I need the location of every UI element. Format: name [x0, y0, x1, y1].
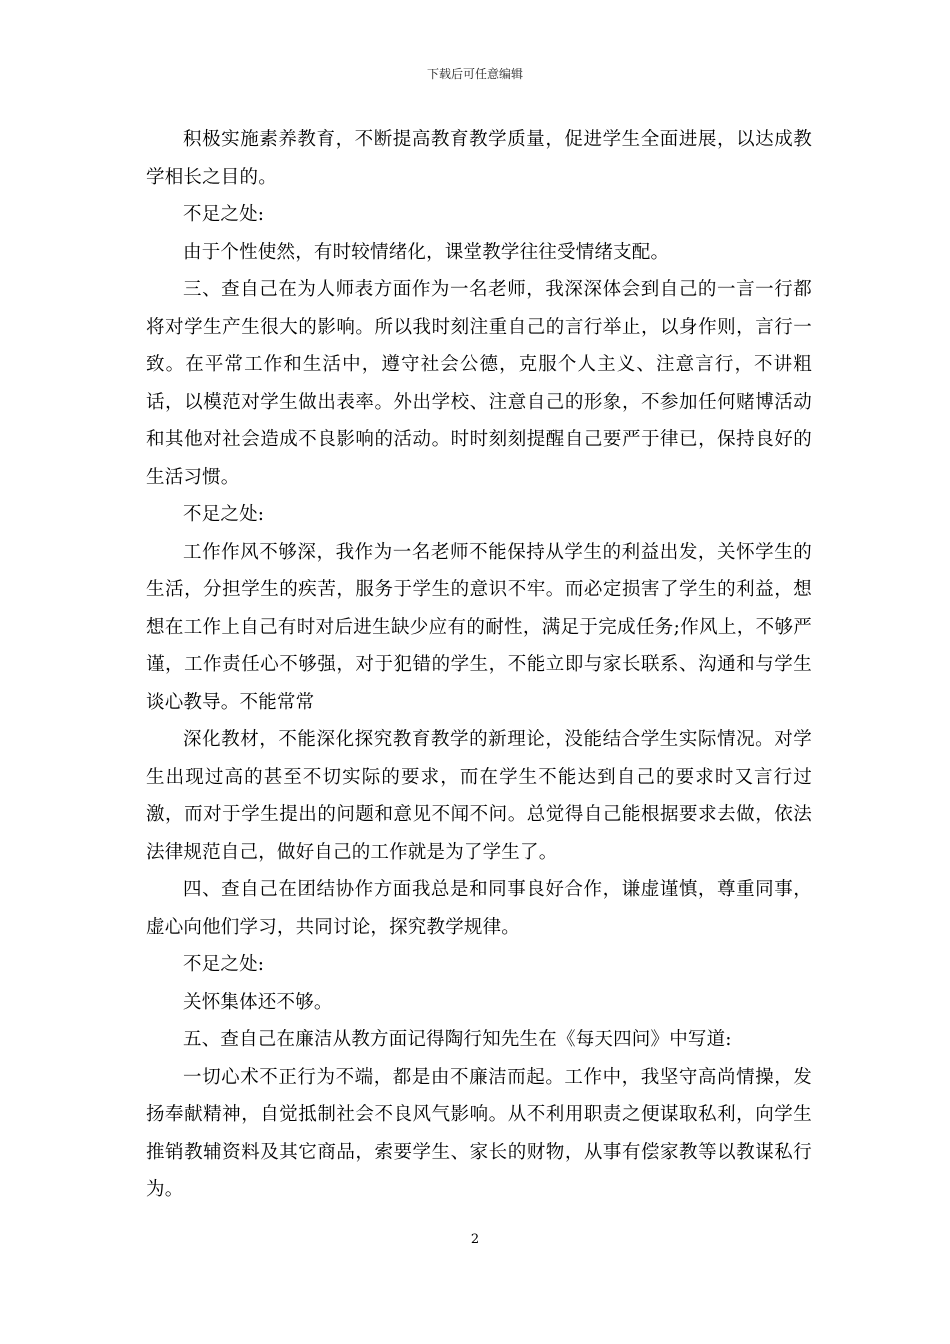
paragraph: 关怀集体还不够。 [183, 991, 333, 1013]
paragraph: 不足之处: [183, 204, 265, 225]
paragraph: 不足之处: [183, 504, 265, 525]
paragraph: 工作作风不够深，我作为一名老师不能保持从学生的利益出发，关怀学生的生活，分担学生的疾苦，服务于学生的意识不牢。而必定损害了学生的利益，想想在工作上自己有时对后进生缺少应有的耐性，满足于完成任务;作风上，不够严谨，工作责任心不够强，对于犯错的学生，不能立即与家长联系、沟通和与学生谈心教导。不能常常 [146, 541, 812, 713]
paragraph: 一切心术不正行为不端，都是由不廉洁而起。工作中，我坚守高尚情操，发扬奉献精神，自觉抵制社会不良风气影响。从不利用职责之便谋取私利，向学生推销教辅资料及其它商品，索要学生、家长的财物，从事有偿家教等以教谋私行为。 [146, 1066, 812, 1200]
page-header: 下载后可任意编辑 [426, 67, 523, 81]
paragraph: 五、查自己在廉洁从教方面记得陶行知先生在《每天四问》中写道: [183, 1029, 732, 1050]
paragraph: 不足之处: [183, 954, 265, 975]
paragraph: 三、查自己在为人师表方面作为一名老师，我深深体会到自己的一言一行都将对学生产生很大的影响。所以我时刻注重自己的言行举止，以身作则，言行一致。在平常工作和生活中，遵守社会公德，克服个人主义、注意言行，不讲粗话，以模范对学生做出表率。外出学校、注意自己的形象，不参加任何赌博活动和其他对社会造成不良影响的活动。时时刻刻提醒自己要严于律已，保持良好的生活习惯。 [146, 279, 812, 488]
paragraph: 积极实施素养教育，不断提高教育教学质量，促进学生全面进展，以达成教学相长之目的。 [146, 129, 812, 188]
paragraph: 深化教材，不能深化探究教育教学的新理论，没能结合学生实际情况。对学生出现过高的甚至不切实际的要求，而在学生不能达到自己的要求时又言行过激，而对于学生提出的问题和意见不闻不问。总觉得自己能根据要求去做，依法法律规范自己，做好自己的工作就是为了学生了。 [146, 729, 812, 863]
page-number: 2 [470, 1232, 480, 1247]
document-body [146, 121, 812, 1209]
paragraph: 四、查自己在团结协作方面我总是和同事良好合作，谦虚谨慎，尊重同事，虚心向他们学习，共同讨论，探究教学规律。 [146, 879, 812, 938]
paragraph: 由于个性使然，有时较情绪化，课堂教学往往受情绪支配。 [183, 241, 670, 263]
